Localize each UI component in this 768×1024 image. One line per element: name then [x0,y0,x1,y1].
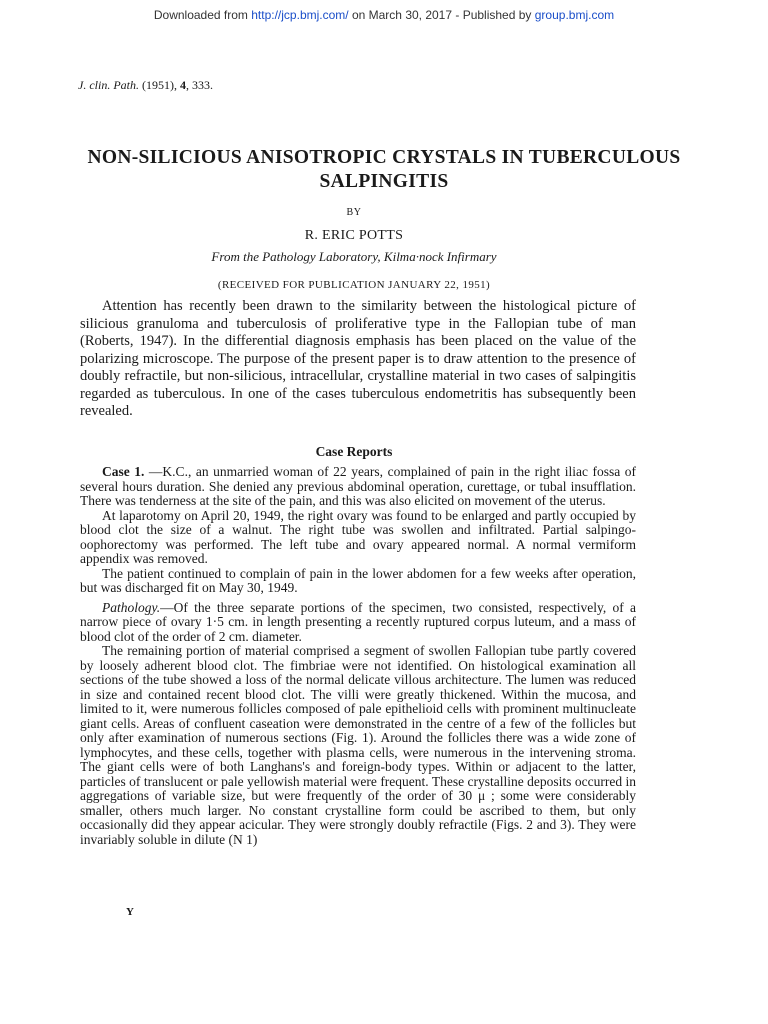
citation-year: (1951), [138,78,180,92]
introduction-paragraph: Attention has recently been drawn to the similarity between the histological picture of silicious granuloma and tuberculosis of proliferative type in the Fallopian tube of man (Roberts, 1947). In the differential diagnosis emphasis has been placed on the value of the polarizing microscope. The purpose of the present paper is to draw attention to the presence of doubly refractile, but non-silicious, intracellular, crystalline material in two cases of salpingitis regarded as tuberculous. In one of the cases tuberculous endometritis has subsequently been revealed. [80,298,636,419]
journal-citation [78,78,213,93]
journal-site-link[interactable]: http://jcp.bmj.com/ [251,8,349,22]
case-1-label: Case 1. [102,464,145,479]
pathology-text: —Of the three separate portions of the specimen, two consisted, respectively, of a narrow piece of ovary 1·5 cm. in length presenting a recently ruptured corpus luteum, and a mass of blood clot of the order of 2 cm. diameter. [80,599,636,644]
paper-title: NON-SILICIOUS ANISOTROPIC CRYSTALS IN TUBERCULOUS SALPINGITIS [87,147,681,192]
citation-pages: , 333. [185,78,213,92]
author-affiliation: From the Pathology Laboratory, Kilma·nock Infirmary [211,249,497,264]
histology-paragraph: The remaining portion of material comprised a segment of swollen Fallopian tube partly covered by loosely adherent blood clot. The fimbriae were not identified. On histological examination all sections of the tube showed a loss of the normal delicate villous architecture. The lumen was reduced in size and contained recent blood clot. The villi were greatly thickened. Within the mucosa, and limited to it, were numerous follicles composed of pale epithelioid cells with prominent multinucleate giant cells. Areas of confluent caseation were demonstrated in the centre of a few of the follicles but only after examination of numerous sections (Fig. 1). Around the follicles there was a wide zone of lymphocytes, and these cells, together with plasma cells, were numerous in the intervening stroma. The giant cells were of both Langhans's and foreign-body types. Within or adjacent to the latter, particles of translucent or pale yellowish material were frequent. These crystalline deposits occurred in aggregations of variable size, but were frequently of the order of 30 μ ; some were considerably smaller, others much larger. No constant crystalline form could be ascribed to them, but only occasionally did they appear acicular. They were strongly doubly refractile (Figs. 2 and 3). They were invariably soluble in dilute (N 1) [80,643,636,847]
section-heading: Case Reports [315,444,393,459]
case-1-paragraph [80,465,636,509]
download-middle: on March 30, 2017 - Published by [348,8,535,22]
signature-mark: Y [126,906,134,918]
received-date: (RECEIVED FOR PUBLICATION JANUARY 22, 1951) [217,279,491,291]
download-prefix: Downloaded from [153,8,252,22]
download-notice [0,8,768,22]
case-reports-body [80,465,636,847]
pathology-label: Pathology. [102,599,161,615]
citation-journal: J. clin. Path. [78,78,139,92]
author-name: R. ERIC POTTS [304,228,404,243]
byline-label: BY [346,207,362,218]
discharge-paragraph: The patient continued to complain of pain in the lower abdomen for a few weeks after operation, but was discharged fit on May 30, 1949. [80,565,636,595]
laparotomy-paragraph: At laparotomy on April 20, 1949, the right ovary was found to be enlarged and partly occupied by blood clot the size of a walnut. The right tube was swollen and infiltrated. Partial salpingo-oophorectomy was performed. The left tube and ovary appeared normal. A normal vermiform appendix was removed. [80,507,636,566]
publisher-site-link[interactable]: group.bmj.com [534,8,615,22]
case-1-text: —K.C., an unmarried woman of 22 years, complained of pain in the right iliac fossa of several hours duration. She denied any previous abdominal operation, curettage, or tubal insufflation. There was tenderness at the site of the pain, and this was also elicited on movement of the uterus. [80,464,636,508]
pathology-paragraph [80,601,636,645]
citation-volume: 4 [179,78,186,92]
